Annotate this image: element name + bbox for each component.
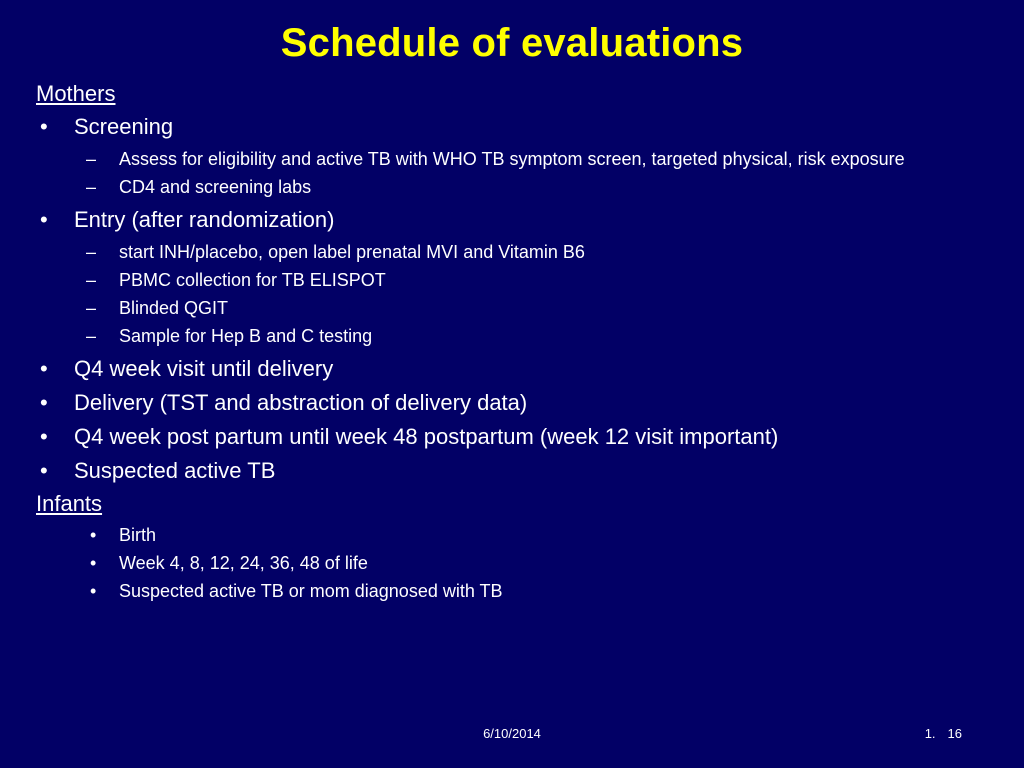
bullet-dot: • <box>40 458 48 483</box>
bullet-screening <box>36 110 996 144</box>
dash: – <box>86 298 97 318</box>
slide-content <box>36 78 996 607</box>
infant-bullet <box>36 551 996 575</box>
sub-bullet-label: PBMC collection for TB ELISPOT <box>119 270 386 290</box>
sub-bullet-label: Blinded QGIT <box>119 298 229 318</box>
sub-bullet <box>36 240 919 264</box>
bullet-dot: • <box>90 581 97 601</box>
footer-page: 16 <box>947 726 962 741</box>
dash: – <box>86 177 97 197</box>
sub-bullet <box>36 268 919 292</box>
infant-bullet <box>36 579 996 603</box>
bullet-label: Screening <box>74 114 174 139</box>
sub-bullet <box>36 147 919 171</box>
bullet-label: Suspected active TB <box>74 458 276 483</box>
bullet-label: Delivery (TST and abstraction of delivery data) <box>74 390 528 415</box>
sub-bullet <box>36 296 919 320</box>
bullet-q4-week-visit <box>36 352 996 386</box>
infant-bullet-label: Birth <box>119 525 157 545</box>
bullet-dot: • <box>40 424 48 449</box>
dash: – <box>86 326 97 346</box>
bullet-postpartum <box>36 420 996 454</box>
slide-title: Schedule of evaluations <box>280 21 744 65</box>
bullet-label: Q4 week post partum until week 48 postpartum (week 12 visit important) <box>74 424 779 449</box>
bullet-dot: • <box>90 525 97 545</box>
bullet-dot: • <box>40 356 48 381</box>
sub-bullet <box>36 324 919 348</box>
bullet-label: Entry (after randomization) <box>74 207 335 232</box>
bullet-dot: • <box>40 207 48 232</box>
mothers-heading: Mothers <box>36 81 116 106</box>
bullet-dot: • <box>40 390 48 415</box>
dash: – <box>86 270 97 290</box>
bullet-dot: • <box>40 114 48 139</box>
bullet-dot: • <box>90 553 97 573</box>
bullet-suspected-tb <box>36 454 996 488</box>
dash: – <box>86 149 97 169</box>
bullet-label: Q4 week visit until delivery <box>74 356 334 381</box>
infants-heading: Infants <box>36 491 103 516</box>
infant-bullet-label: Suspected active TB or mom diagnosed with TB <box>119 581 503 601</box>
bullet-delivery <box>36 386 996 420</box>
dash: – <box>86 242 97 262</box>
footer-page-number <box>913 726 962 741</box>
sub-bullet <box>36 175 919 199</box>
sub-bullet-label: Sample for Hep B and C testing <box>119 326 373 346</box>
sub-bullet-label: Assess for eligibility and active TB with WHO TB symptom screen, targeted physical, risk exposure <box>119 149 905 169</box>
footer-date: 6/10/2014 <box>483 726 541 741</box>
footer-section: 1. <box>924 726 936 741</box>
sub-bullet-label: start INH/placebo, open label prenatal MVI and Vitamin B6 <box>119 242 585 262</box>
sub-bullet-label: CD4 and screening labs <box>119 177 312 197</box>
bullet-entry <box>36 203 996 237</box>
infant-bullet <box>36 523 996 547</box>
infant-bullet-label: Week 4, 8, 12, 24, 36, 48 of life <box>119 553 368 573</box>
